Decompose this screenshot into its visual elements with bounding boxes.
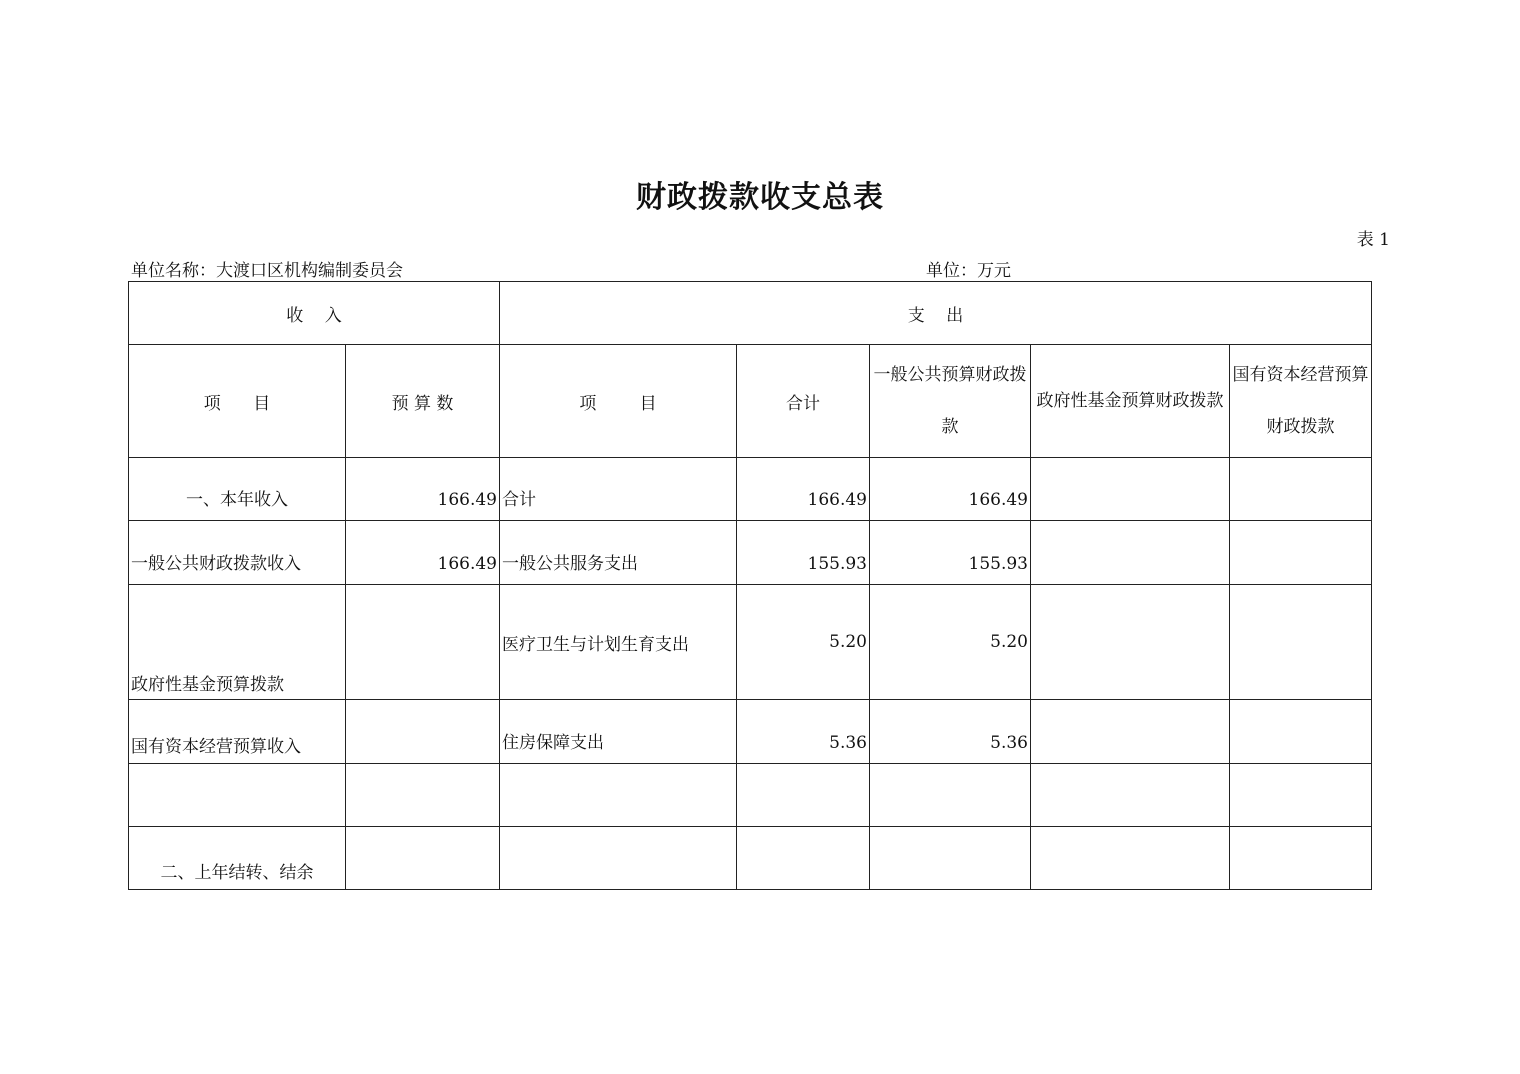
general-cell: 5.36 [870, 700, 1031, 764]
table-row [129, 458, 1372, 521]
fund-cell [1031, 700, 1230, 764]
fund-cell [1031, 458, 1230, 521]
total-cell [737, 827, 870, 890]
expense-item-cell: 合计 [500, 458, 737, 521]
total-cell: 5.36 [737, 700, 870, 764]
income-budget-cell: 166.49 [346, 521, 500, 585]
expense-item-cell [500, 827, 737, 890]
total-cell: 5.20 [737, 585, 870, 700]
income-item-cell: 一、本年收入 [129, 458, 346, 521]
page-title: 财政拨款收支总表 [636, 180, 884, 215]
total-cell: 155.93 [737, 521, 870, 585]
income-item-cell: 政府性基金预算拨款 [129, 585, 346, 700]
total-cell [737, 764, 870, 827]
fund-cell [1031, 827, 1230, 890]
expense-item-cell: 一般公共服务支出 [500, 521, 737, 585]
expense-item-cell: 住房保障支出 [500, 700, 737, 764]
income-item-cell: 国有资本经营预算收入 [129, 700, 346, 764]
table-number: 表 1 [1356, 230, 1390, 250]
expense-item-cell [500, 764, 737, 827]
currency-unit: 单位：万元 [926, 261, 1011, 281]
income-budget-cell [346, 700, 500, 764]
unit-name: 单位名称：大渡口区机构编制委员会 [131, 261, 403, 281]
general-cell: 155.93 [870, 521, 1031, 585]
general-cell [870, 764, 1031, 827]
expense-item-header: 项 目 [500, 345, 737, 458]
fund-cell [1031, 764, 1230, 827]
capital-cell [1230, 827, 1372, 890]
fund-cell [1031, 521, 1230, 585]
gov-fund-header: 政府性基金预算财政拨款 [1031, 345, 1230, 458]
capital-cell [1230, 585, 1372, 700]
capital-cell [1230, 764, 1372, 827]
expense-item-cell: 医疗卫生与计划生育支出 [500, 585, 737, 700]
capital-cell [1230, 458, 1372, 521]
income-budget-cell [346, 764, 500, 827]
capital-cell [1230, 700, 1372, 764]
income-item-cell: 一般公共财政拨款收入 [129, 521, 346, 585]
general-cell: 5.20 [870, 585, 1031, 700]
fiscal-appropriation-table [128, 281, 1372, 890]
general-cell [870, 827, 1031, 890]
income-budget-cell [346, 827, 500, 890]
total-header: 合计 [737, 345, 870, 458]
table-row [129, 521, 1372, 585]
general-budget-header: 一般公共预算财政拨款 [870, 345, 1031, 458]
general-cell: 166.49 [870, 458, 1031, 521]
expense-header: 支 出 [500, 282, 1372, 345]
table-row [129, 827, 1372, 890]
income-budget-cell [346, 585, 500, 700]
income-header: 收 入 [129, 282, 500, 345]
table-row [129, 764, 1372, 827]
table-row [129, 585, 1372, 700]
state-capital-header: 国有资本经营预算财政拨款 [1230, 345, 1372, 458]
income-budget-header: 预 算 数 [346, 345, 500, 458]
income-item-cell: 二、上年结转、结余 [129, 827, 346, 890]
income-item-header: 项 目 [129, 345, 346, 458]
capital-cell [1230, 521, 1372, 585]
income-item-cell [129, 764, 346, 827]
income-budget-cell: 166.49 [346, 458, 500, 521]
table-row [129, 700, 1372, 764]
fund-cell [1031, 585, 1230, 700]
total-cell: 166.49 [737, 458, 870, 521]
